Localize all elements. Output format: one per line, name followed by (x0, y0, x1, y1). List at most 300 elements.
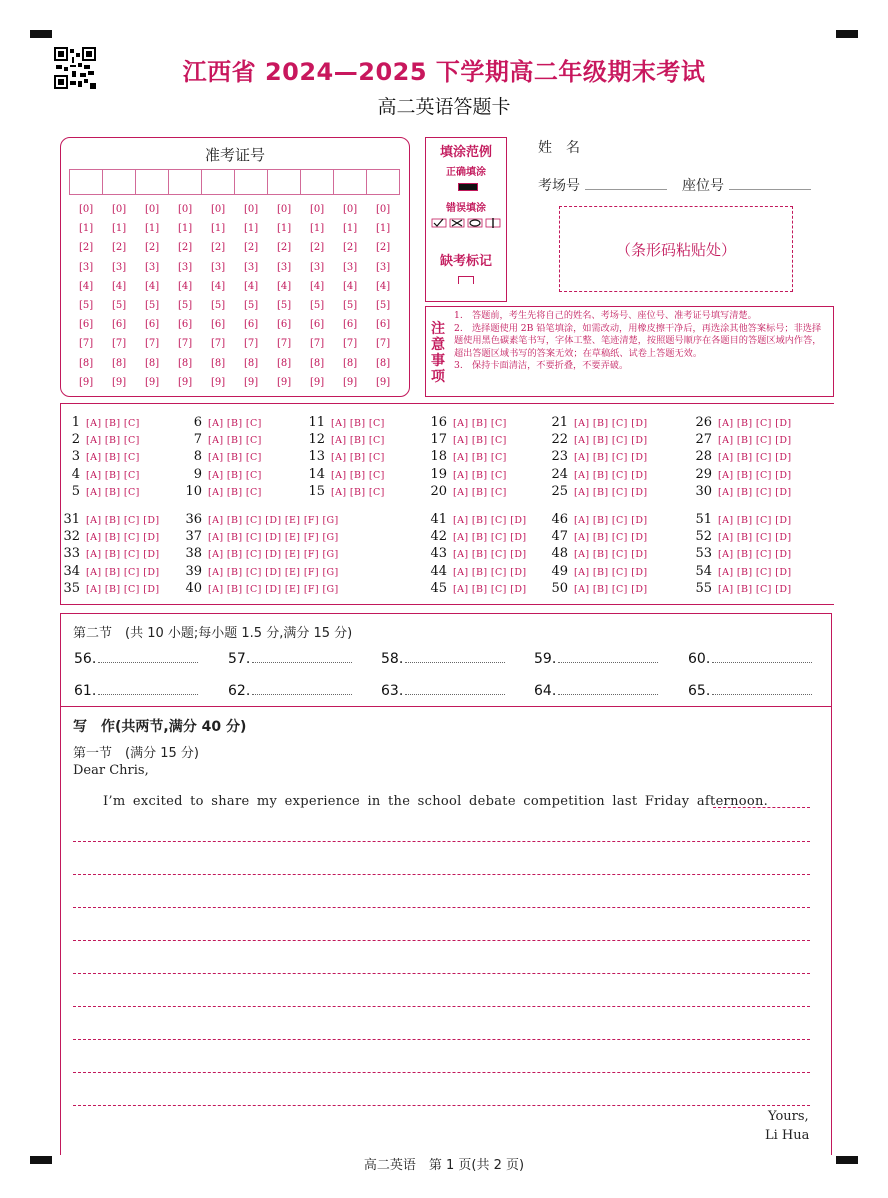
answer-options[interactable]: [A] [B] [C] [D] (718, 515, 792, 526)
question-39 (180, 564, 347, 579)
digit-bubble[interactable]: [4] (145, 280, 160, 292)
answer-options[interactable]: [A] [B] [C] [D] (86, 549, 160, 560)
digit-bubble[interactable]: [4] (211, 280, 226, 292)
digit-bubble[interactable]: [9] (211, 376, 226, 388)
question-25 (546, 484, 655, 499)
blank-answer-field[interactable] (98, 650, 198, 663)
blank-number: 57. (228, 651, 251, 667)
digit-bubble[interactable]: [0] (79, 204, 94, 215)
question-29 (690, 467, 799, 482)
blank-number: 63. (381, 683, 404, 699)
digit-bubble[interactable]: [9] (112, 376, 127, 388)
answer-options[interactable]: [A] [B] [C] [D] (574, 549, 648, 560)
question-number: 21 (551, 415, 568, 430)
digit-bubble[interactable]: [0] (343, 204, 358, 215)
answer-options[interactable]: [A] [B] [C] (86, 418, 140, 429)
answer-options[interactable]: [A] [B] [C] [D] (574, 532, 648, 543)
digit-bubble[interactable]: [2] (244, 242, 259, 254)
question-number: 44 (430, 564, 447, 579)
answer-options[interactable]: [A] [B] [C] [D] [E] [F] [G] (208, 532, 339, 543)
correct-fill-label: 正确填涂 (446, 167, 486, 178)
answer-options[interactable]: [A] [B] [C] [D] (453, 549, 527, 560)
answer-options[interactable]: [A] [B] [C] [D] (86, 567, 160, 578)
instruction-item: 1. 答题前，考生先将自己的姓名、考场号、座位号、准考证号填写清楚。 (454, 310, 757, 321)
digit-bubble[interactable]: [3] (211, 261, 226, 273)
seat-number-label: 座位号 (682, 178, 724, 194)
digit-bubble[interactable]: [7] (211, 338, 226, 350)
digit-write-cell[interactable] (267, 169, 301, 195)
digit-bubble[interactable]: [1] (79, 223, 94, 235)
answer-options[interactable]: [A] [B] [C] (453, 435, 507, 446)
blank-number: 64. (534, 683, 557, 699)
digit-bubble[interactable]: [5] (112, 299, 127, 311)
section2-heading: 第二节 (共 10 小题;每小题 1.5 分,满分 15 分) (73, 626, 353, 641)
question-number: 52 (695, 529, 712, 544)
seat-number-field[interactable] (729, 189, 811, 190)
question-33 (58, 546, 167, 561)
digit-bubble[interactable]: [1] (145, 223, 160, 235)
question-36 (180, 512, 347, 527)
digit-bubble[interactable]: [6] (112, 319, 127, 331)
question-number: 10 (185, 484, 202, 499)
answer-options[interactable]: [A] [B] [C] [D] (574, 584, 648, 595)
digit-bubble[interactable]: [3] (376, 261, 391, 273)
blank-answer-field[interactable] (252, 650, 352, 663)
blank-answer-field[interactable] (712, 682, 812, 695)
question-44 (425, 564, 534, 579)
question-number: 3 (71, 449, 80, 464)
writing-line[interactable] (73, 1072, 810, 1073)
digit-bubble[interactable]: [0] (145, 204, 160, 215)
fill-blank-item (381, 682, 505, 699)
page-footer: 高二英语 第 1 页(共 2 页) (363, 1158, 525, 1173)
digit-bubble[interactable]: [0] (310, 204, 325, 215)
digit-bubble[interactable]: [3] (79, 261, 94, 273)
question-20 (425, 484, 515, 499)
question-37 (180, 529, 347, 544)
digit-bubble[interactable]: [9] (79, 376, 94, 388)
question-5 (58, 484, 148, 499)
question-2 (58, 432, 148, 447)
digit-bubble[interactable]: [9] (310, 376, 325, 388)
digit-bubble[interactable]: [2] (178, 242, 193, 254)
answer-options[interactable]: [A] [B] [C] (208, 487, 262, 498)
answer-options[interactable]: [A] [B] [C] (208, 418, 262, 429)
blank-answer-field[interactable] (252, 682, 352, 695)
blank-answer-field[interactable] (712, 650, 812, 663)
digit-bubble[interactable]: [3] (310, 261, 325, 273)
digit-write-cell[interactable] (201, 169, 235, 195)
digit-bubble[interactable]: [8] (178, 357, 193, 369)
question-number: 15 (308, 484, 325, 499)
answer-options[interactable]: [A] [B] [C] [D] (574, 567, 648, 578)
answer-options[interactable]: [A] [B] [C] (86, 470, 140, 481)
digit-bubble[interactable]: [2] (343, 242, 358, 254)
admission-number-box (60, 137, 410, 397)
blank-answer-field[interactable] (558, 650, 658, 663)
digit-bubble[interactable]: [1] (112, 223, 127, 235)
digit-bubble[interactable]: [0] (112, 204, 127, 215)
writing-part1-heading: 第一节 (满分 15 分) (73, 746, 199, 761)
digit-bubble[interactable]: [6] (343, 319, 358, 331)
digit-bubble[interactable]: [4] (79, 280, 94, 292)
digit-bubble[interactable]: [7] (343, 338, 358, 350)
answer-options[interactable]: [A] [B] [C] [D] (718, 567, 792, 578)
question-number: 33 (63, 546, 80, 561)
fill-blank-item (688, 682, 812, 699)
digit-bubble[interactable]: [8] (244, 357, 259, 369)
blank-number: 65. (688, 683, 711, 699)
answer-options[interactable]: [A] [B] [C] [D] (574, 418, 648, 429)
answer-options[interactable]: [A] [B] [C] [D] [E] [F] [G] (208, 515, 339, 526)
question-number: 9 (193, 467, 202, 482)
digit-bubble[interactable]: [3] (112, 261, 127, 273)
answer-options[interactable]: [A] [B] [C] (453, 470, 507, 481)
digit-bubble[interactable]: [1] (244, 223, 259, 235)
absent-mark-box[interactable] (458, 276, 474, 284)
question-number: 7 (193, 432, 202, 447)
fill-blank-item (381, 650, 505, 667)
answer-options[interactable]: [A] [B] [C] (331, 435, 385, 446)
blank-answer-field[interactable] (98, 682, 198, 695)
question-number: 34 (63, 564, 80, 579)
blank-answer-field[interactable] (405, 682, 505, 695)
digit-bubble[interactable]: [8] (79, 357, 94, 369)
digit-bubble[interactable]: [8] (376, 357, 391, 369)
digit-bubble[interactable]: [0] (277, 204, 292, 215)
digit-bubble[interactable]: [2] (112, 242, 127, 254)
digit-bubble[interactable]: [4] (277, 280, 292, 292)
question-number: 40 (185, 581, 202, 596)
question-number: 38 (185, 546, 202, 561)
answer-options[interactable]: [A] [B] [C] [D] (453, 532, 527, 543)
digit-bubble[interactable]: [5] (244, 299, 259, 311)
question-10 (180, 484, 270, 499)
question-32 (58, 529, 167, 544)
digit-bubble[interactable]: [7] (244, 338, 259, 350)
digit-bubble[interactable]: [0] (244, 204, 259, 215)
digit-bubble[interactable]: [2] (79, 242, 94, 254)
digit-bubble[interactable]: [4] (310, 280, 325, 292)
question-number: 37 (185, 529, 202, 544)
answer-options[interactable]: [A] [B] [C] [D] (718, 435, 792, 446)
answer-options[interactable]: [A] [B] [C] (208, 435, 262, 446)
answer-options[interactable]: [A] [B] [C] [D] (86, 515, 160, 526)
writing-area (60, 705, 832, 1155)
digit-bubble[interactable]: [6] (145, 319, 160, 331)
digit-bubble[interactable]: [4] (112, 280, 127, 292)
question-number: 14 (308, 467, 325, 482)
blank-number: 58. (381, 651, 404, 667)
digit-bubble[interactable]: [9] (178, 376, 193, 388)
barcode-sticker-area (559, 206, 793, 292)
answer-options[interactable]: [A] [B] [C] [D] (453, 584, 527, 595)
answer-options[interactable]: [A] [B] [C] [D] (718, 470, 792, 481)
answer-options[interactable]: [A] [B] [C] [D] (718, 487, 792, 498)
question-number: 41 (430, 512, 447, 527)
answer-options[interactable]: [A] [B] [C] (331, 452, 385, 463)
answer-options[interactable]: [A] [B] [C] [D] (453, 515, 527, 526)
answer-options[interactable]: [A] [B] [C] [D] (574, 452, 648, 463)
digit-bubble[interactable]: [4] (178, 280, 193, 292)
answer-options[interactable]: [A] [B] [C] [D] (86, 532, 160, 543)
fill-blank-item (74, 682, 198, 699)
digit-bubble-column (310, 204, 330, 396)
barcode-label: （条形码粘贴处） (615, 241, 736, 259)
digit-bubble[interactable]: [5] (79, 299, 94, 311)
digit-bubble[interactable]: [8] (343, 357, 358, 369)
question-12 (303, 432, 393, 447)
digit-bubble[interactable]: [5] (178, 299, 193, 311)
digit-write-cell[interactable] (300, 169, 334, 195)
question-48 (546, 546, 655, 561)
digit-bubble[interactable]: [6] (211, 319, 226, 331)
digit-bubble[interactable]: [0] (211, 204, 226, 215)
digit-bubble[interactable]: [5] (376, 299, 391, 311)
question-24 (546, 467, 655, 482)
digit-bubble[interactable]: [4] (343, 280, 358, 292)
digit-bubble[interactable]: [8] (145, 357, 160, 369)
digit-bubble[interactable]: [7] (79, 338, 94, 350)
question-15 (303, 484, 393, 499)
question-40 (180, 581, 347, 596)
answer-options[interactable]: [A] [B] [C] [D] (718, 532, 792, 543)
digit-bubble[interactable]: [8] (211, 357, 226, 369)
fill-example-box (425, 137, 507, 302)
question-number: 20 (430, 484, 447, 499)
fill-blank-item (74, 650, 198, 667)
digit-bubble[interactable]: [6] (79, 319, 94, 331)
question-49 (546, 564, 655, 579)
letter-signature: Li Hua (765, 1128, 810, 1143)
digit-bubble[interactable]: [8] (277, 357, 292, 369)
question-number: 5 (71, 484, 80, 499)
digit-bubble[interactable]: [5] (310, 299, 325, 311)
question-number: 8 (193, 449, 202, 464)
digit-bubble[interactable]: [3] (244, 261, 259, 273)
instructions-box (425, 306, 834, 397)
question-number: 22 (551, 432, 568, 447)
digit-bubble[interactable]: [7] (145, 338, 160, 350)
answer-options[interactable]: [A] [B] [C] [D] (86, 584, 160, 595)
digit-bubble[interactable]: [2] (145, 242, 160, 254)
blank-answer-field[interactable] (558, 682, 658, 695)
question-42 (425, 529, 534, 544)
question-1 (58, 415, 148, 430)
digit-bubble[interactable]: [8] (310, 357, 325, 369)
question-number: 16 (430, 415, 447, 430)
digit-write-cell[interactable] (333, 169, 367, 195)
digit-bubble[interactable]: [2] (310, 242, 325, 254)
digit-bubble[interactable]: [7] (112, 338, 127, 350)
digit-bubble-column (211, 204, 231, 396)
admission-number-label: 准考证号 (204, 146, 265, 164)
digit-bubble-column (277, 204, 297, 396)
digit-bubble[interactable]: [4] (376, 280, 391, 292)
name-label: 姓 名 (538, 140, 580, 156)
question-number: 46 (551, 512, 568, 527)
answer-options[interactable]: [A] [B] [C] [D] [E] [F] [G] (208, 549, 339, 560)
letter-first-line: I’m excited to share my experience in the school debate competition last Friday afternoon. (103, 794, 769, 809)
exam-room-field[interactable] (585, 189, 667, 190)
digit-bubble[interactable]: [1] (211, 223, 226, 235)
writing-line[interactable] (713, 807, 810, 808)
question-number: 43 (430, 546, 447, 561)
answer-options[interactable]: [A] [B] [C] (453, 418, 507, 429)
digit-bubble[interactable]: [2] (376, 242, 391, 254)
admission-number-write-grid (69, 169, 399, 195)
answer-options[interactable]: [A] [B] [C] [D] (574, 470, 648, 481)
digit-bubble[interactable]: [6] (376, 319, 391, 331)
question-number: 24 (551, 467, 568, 482)
answer-options[interactable]: [A] [B] [C] [D] (718, 549, 792, 560)
question-number: 35 (63, 581, 80, 596)
answer-options[interactable]: [A] [B] [C] [D] (574, 515, 648, 526)
question-number: 45 (430, 581, 447, 596)
question-number: 39 (185, 564, 202, 579)
answer-options[interactable]: [A] [B] [C] (86, 452, 140, 463)
answer-options[interactable]: [A] [B] [C] [D] (574, 435, 648, 446)
question-51 (690, 512, 799, 527)
writing-line[interactable] (73, 973, 810, 974)
digit-bubble[interactable]: [5] (343, 299, 358, 311)
wrong-fill-label: 错误填涂 (446, 203, 486, 214)
answer-options[interactable]: [A] [B] [C] (208, 470, 262, 481)
answer-options[interactable]: [A] [B] [C] (453, 452, 507, 463)
digit-bubble[interactable]: [1] (277, 223, 292, 235)
digit-bubble[interactable]: [3] (277, 261, 292, 273)
digit-bubble[interactable]: [0] (178, 204, 193, 215)
question-number: 31 (63, 512, 80, 527)
digit-bubble[interactable]: [3] (145, 261, 160, 273)
question-21 (546, 415, 655, 430)
question-number: 18 (430, 449, 447, 464)
question-number: 19 (430, 467, 447, 482)
digit-bubble[interactable]: [7] (178, 338, 193, 350)
digit-bubble[interactable]: [1] (178, 223, 193, 235)
answer-options[interactable]: [A] [B] [C] [D] (718, 452, 792, 463)
digit-bubble[interactable]: [5] (277, 299, 292, 311)
writing-line[interactable] (73, 1006, 810, 1007)
writing-line[interactable] (73, 1039, 810, 1040)
digit-bubble[interactable]: [5] (145, 299, 160, 311)
blank-number: 59. (534, 651, 557, 667)
digit-bubble[interactable]: [6] (310, 319, 325, 331)
digit-bubble[interactable]: [9] (376, 376, 391, 388)
registration-mark-top-left (30, 30, 52, 38)
answer-options[interactable]: [A] [B] [C] [D] (453, 567, 527, 578)
question-number: 28 (695, 449, 712, 464)
digit-bubble[interactable]: [7] (376, 338, 391, 350)
answer-options[interactable]: [A] [B] [C] (86, 435, 140, 446)
question-3 (58, 449, 148, 464)
answer-options[interactable]: [A] [B] [C] (331, 470, 385, 481)
digit-bubble[interactable]: [3] (178, 261, 193, 273)
question-27 (690, 432, 799, 447)
answer-options[interactable]: [A] [B] [C] [D] [E] [F] [G] (208, 584, 339, 595)
question-54 (690, 564, 799, 579)
fill-blank-item (688, 650, 812, 667)
digit-bubble-column (178, 204, 198, 396)
question-17 (425, 432, 515, 447)
digit-bubble[interactable]: [2] (277, 242, 292, 254)
letter-greeting: Dear Chris, (73, 763, 149, 778)
digit-write-cell[interactable] (366, 169, 400, 195)
writing-line[interactable] (73, 907, 810, 908)
blank-number: 61. (74, 683, 97, 699)
writing-line[interactable] (73, 874, 810, 875)
digit-bubble[interactable]: [0] (376, 204, 391, 215)
digit-bubble[interactable]: [9] (145, 376, 160, 388)
question-number: 42 (430, 529, 447, 544)
digit-write-cell[interactable] (135, 169, 169, 195)
answer-options[interactable]: [A] [B] [C] [D] (718, 584, 792, 595)
digit-write-cell[interactable] (168, 169, 202, 195)
question-43 (425, 546, 534, 561)
answer-options[interactable]: [A] [B] [C] [D] (574, 487, 648, 498)
digit-write-cell[interactable] (69, 169, 103, 195)
answer-options[interactable]: [A] [B] [C] [D] (718, 418, 792, 429)
digit-bubble[interactable]: [6] (277, 319, 292, 331)
digit-bubble-column (145, 204, 165, 396)
digit-bubble[interactable]: [9] (277, 376, 292, 388)
writing-line[interactable] (73, 940, 810, 941)
answer-options[interactable]: [A] [B] [C] (86, 487, 140, 498)
digit-bubble[interactable]: [7] (310, 338, 325, 350)
digit-bubble[interactable]: [3] (343, 261, 358, 273)
answer-options[interactable]: [A] [B] [C] (331, 418, 385, 429)
writing-line[interactable] (73, 1105, 810, 1106)
fill-blank-item (228, 682, 352, 699)
digit-bubble[interactable]: [4] (244, 280, 259, 292)
question-14 (303, 467, 393, 482)
answer-options[interactable]: [A] [B] [C] [D] [E] [F] [G] (208, 567, 339, 578)
digit-write-cell[interactable] (102, 169, 136, 195)
exam-title: 江西省 2024—2025 下学期高二年级期末考试 (182, 58, 706, 86)
question-55 (690, 581, 799, 596)
digit-bubble[interactable]: [7] (277, 338, 292, 350)
digit-write-cell[interactable] (234, 169, 268, 195)
answer-options[interactable]: [A] [B] [C] (208, 452, 262, 463)
question-number: 11 (308, 415, 325, 430)
question-number: 12 (308, 432, 325, 447)
blank-answer-field[interactable] (405, 650, 505, 663)
question-41 (425, 512, 534, 527)
question-number: 47 (551, 529, 568, 544)
exam-room-label: 考场号 (538, 178, 580, 194)
question-number: 13 (308, 449, 325, 464)
digit-bubble[interactable]: [8] (112, 357, 127, 369)
digit-bubble[interactable]: [1] (376, 223, 391, 235)
digit-bubble[interactable]: [9] (343, 376, 358, 388)
answer-options[interactable]: [A] [B] [C] (453, 487, 507, 498)
digit-bubble[interactable]: [5] (211, 299, 226, 311)
digit-bubble[interactable]: [1] (310, 223, 325, 235)
question-number: 27 (695, 432, 712, 447)
letter-closing: Yours, (768, 1109, 809, 1124)
digit-bubble-column (376, 204, 396, 396)
question-number: 53 (695, 546, 712, 561)
digit-bubble[interactable]: [2] (211, 242, 226, 254)
question-18 (425, 449, 515, 464)
digit-bubble[interactable]: [9] (244, 376, 259, 388)
answer-options[interactable]: [A] [B] [C] (331, 487, 385, 498)
question-number: 36 (185, 512, 202, 527)
writing-line[interactable] (73, 841, 810, 842)
digit-bubble[interactable]: [6] (178, 319, 193, 331)
digit-bubble[interactable]: [6] (244, 319, 259, 331)
digit-bubble[interactable]: [1] (343, 223, 358, 235)
